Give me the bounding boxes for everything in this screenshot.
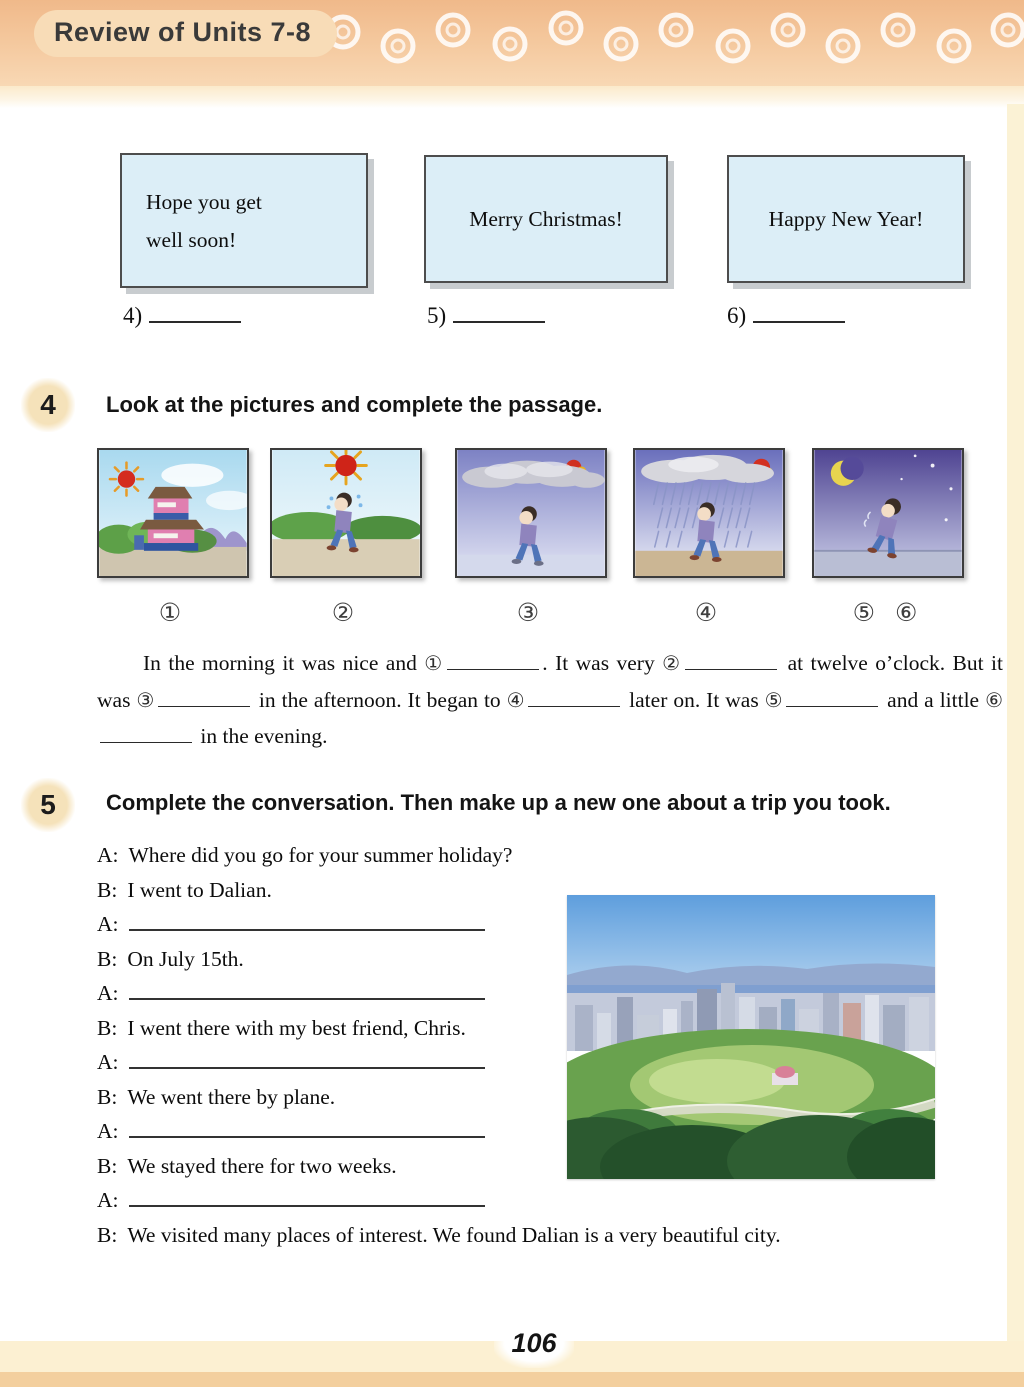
ring-ornament-icon	[318, 2, 1024, 76]
circled-number: ①	[424, 651, 445, 675]
dialogue-line: B: On July 15th.	[97, 946, 244, 971]
city-aerial-photo-icon	[567, 895, 935, 1179]
passage-blank[interactable]	[447, 656, 539, 670]
section-4-badge	[21, 378, 75, 432]
greeting-card-text: Merry Christmas!	[469, 206, 623, 231]
dialogue-line	[97, 1183, 1003, 1218]
footer-strip-peach	[0, 1372, 1024, 1387]
dialogue-blank[interactable]	[129, 980, 485, 1000]
dialogue-line: A: Where did you go for your summer holiday?	[97, 843, 513, 867]
picture-hot-noon	[270, 448, 422, 578]
circled-number: ④	[506, 687, 526, 712]
picture-rainy	[633, 448, 785, 578]
dialogue-blank[interactable]	[129, 1049, 485, 1069]
section-number: 4	[40, 389, 56, 420]
greeting-card-text: Happy New Year!	[768, 206, 924, 231]
dialogue-blank[interactable]	[129, 1187, 485, 1207]
picture-caption-3: ③	[516, 598, 546, 627]
speaker-label: B:	[97, 1084, 118, 1109]
picture-caption-2: ②	[331, 598, 361, 627]
dialogue-line: B: We went there by plane.	[97, 1084, 336, 1109]
dialogue-blank[interactable]	[129, 911, 485, 931]
dalian-city-photo	[567, 895, 935, 1179]
speaker-label: B:	[97, 946, 118, 971]
picture-cloudy-afternoon	[455, 448, 607, 578]
answer-label: 4)	[123, 303, 143, 328]
hot-sun-boy-illustration-icon	[272, 450, 420, 576]
section-number: 5	[40, 789, 56, 820]
header-bar	[0, 0, 1024, 86]
section-4-title: Look at the pictures and complete the passage.	[106, 392, 603, 417]
speaker-label: A:	[97, 1188, 119, 1212]
speaker-label: B:	[97, 1015, 118, 1040]
speaker-label: B:	[97, 1222, 118, 1247]
page-edge-strip	[1007, 104, 1024, 1344]
speaker-label: B:	[97, 877, 118, 902]
picture-caption-4: ④	[694, 598, 724, 627]
answer-row-5	[427, 303, 545, 329]
circled-number: ③	[136, 687, 155, 712]
answer-label: 5)	[427, 303, 447, 328]
dialogue-line: B: We stayed there for two weeks.	[97, 1153, 397, 1178]
dialogue-blank[interactable]	[129, 1118, 485, 1138]
passage-blank[interactable]	[685, 656, 777, 670]
dialogue-line: B: I went to Dalian.	[97, 877, 272, 902]
picture-sunny-morning	[97, 448, 249, 578]
rain-boy-illustration-icon	[635, 450, 783, 576]
picture-caption-1: ①	[158, 598, 188, 627]
page-number-badge	[494, 1318, 574, 1368]
answer-blank[interactable]	[149, 305, 241, 323]
speaker-label: A:	[97, 1050, 119, 1074]
picture-night-cold	[812, 448, 964, 578]
passage-blank[interactable]	[786, 693, 878, 707]
speaker-label: A:	[97, 981, 119, 1005]
section-5-title: Complete the conversation. Then make up a new one about a trip you took.	[106, 790, 891, 815]
greeting-card-text: Hope you get well soon!	[146, 190, 262, 252]
dialogue-line: B: I went there with my best friend, Chris.	[97, 1015, 466, 1040]
page-title: Review of Units 7-8	[54, 17, 312, 47]
circled-number: ⑤	[764, 687, 784, 712]
speaker-label: A:	[97, 843, 119, 867]
greeting-card-christmas	[424, 155, 668, 283]
answer-blank[interactable]	[753, 305, 845, 323]
answer-label: 6)	[727, 303, 747, 328]
passage-blank[interactable]	[100, 729, 192, 743]
passage-text: In the morning it was nice and ① . It was very ② at twelve o’clock. But it was ③ in the afternoon. It began to ④ later on. It was ⑤ and a little ⑥ in the evening.	[97, 651, 1004, 748]
header-fade	[0, 86, 1024, 108]
dialogue-line: B: We visited many places of interest. We found Dalian is a very beautiful city.	[97, 1222, 781, 1247]
greeting-card-new-year	[727, 155, 965, 283]
answer-row-4	[123, 303, 241, 329]
passage-blank[interactable]	[158, 693, 250, 707]
answer-row-6	[727, 303, 845, 329]
passage-blank[interactable]	[528, 693, 620, 707]
answer-blank[interactable]	[453, 305, 545, 323]
section-5-badge	[21, 778, 75, 832]
page-number: 106	[511, 1327, 557, 1358]
night-moon-boy-illustration-icon	[814, 450, 962, 576]
title-pill	[34, 10, 337, 57]
picture-caption-5-6: ⑤ ⑥	[852, 598, 924, 627]
speaker-label: A:	[97, 912, 119, 936]
cloudy-sky-boy-illustration-icon	[457, 450, 605, 576]
speaker-label: A:	[97, 1119, 119, 1143]
circled-number: ⑥	[985, 687, 1004, 712]
speaker-label: B:	[97, 1153, 118, 1178]
sunny-house-illustration-icon	[99, 450, 247, 576]
greeting-card-get-well	[120, 153, 368, 288]
circled-number: ②	[662, 651, 683, 675]
